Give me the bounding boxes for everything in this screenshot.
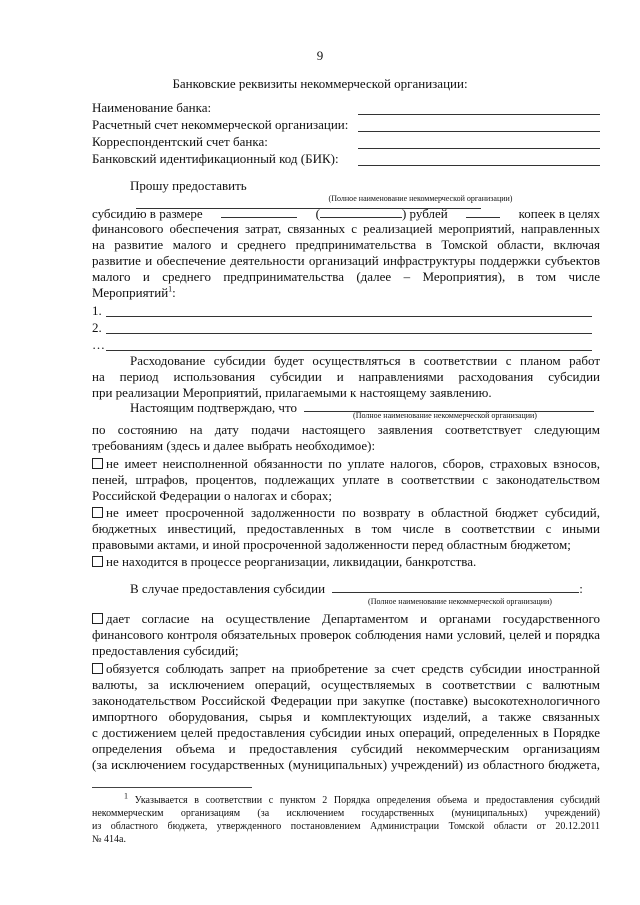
option-no-reorg-text: не находится в процессе реорганизации, ликвидации, банкротства. bbox=[106, 554, 477, 569]
amount-field[interactable] bbox=[221, 204, 297, 218]
spending-text-2: на период использования субсидии и направлениями расходования субсидии bbox=[92, 369, 600, 384]
bank-name-row bbox=[92, 100, 600, 117]
request-text-5 bbox=[92, 285, 600, 302]
option-currency-text-3: законодательством Российской Федерации при закупке (поставке) высокотехнологичного bbox=[92, 693, 600, 708]
option-no-overdue-text-1: не имеет просроченной задолженности по возврату в областной бюджет субсидий, bbox=[106, 505, 600, 520]
event-item-2-number: 2. bbox=[92, 320, 102, 335]
option-currency-line-1[interactable] bbox=[92, 661, 600, 678]
settlement-account-row bbox=[92, 117, 600, 134]
settlement-account-label: Расчетный счет некоммерческой организации: bbox=[92, 117, 349, 132]
request-text-2: на развитие малого и среднего предпринимательства в Томской области, включая bbox=[92, 237, 600, 252]
confirm-text-1: по состоянию на дату подачи настоящего заявления соответствует следующим bbox=[92, 422, 600, 437]
bank-name-field[interactable] bbox=[358, 114, 600, 115]
checkbox-no-reorg[interactable] bbox=[92, 556, 103, 567]
event-item-more-field[interactable] bbox=[106, 350, 592, 351]
grant-case-colon: : bbox=[579, 581, 583, 596]
option-no-tax-debt-line-1[interactable] bbox=[92, 456, 600, 473]
footnote-line-1 bbox=[92, 791, 601, 807]
corr-account-row bbox=[92, 134, 600, 151]
event-item-more bbox=[92, 337, 592, 353]
subsidy-amount-line bbox=[92, 204, 600, 223]
bank-name-label: Наименование банка: bbox=[92, 100, 212, 115]
footnote-mark: 1 bbox=[124, 791, 128, 801]
grant-case-lead-line bbox=[130, 579, 600, 598]
confirm-text-2: требованиям (здесь и далее выбрать необходимое): bbox=[92, 438, 376, 453]
bik-label: Банковский идентификационный код (БИК): bbox=[92, 151, 339, 166]
request-lead: Прошу предоставить bbox=[130, 178, 247, 193]
corr-account-label: Корреспондентский счет банка: bbox=[92, 134, 268, 149]
confirm-lead: Настоящим подтверждаю, что bbox=[130, 400, 297, 415]
option-no-tax-debt-text-3: Российской Федерации о налогах и сборах; bbox=[92, 488, 333, 503]
amount-paren-open: ( bbox=[315, 206, 320, 221]
subsidy-size-label: субсидию в размере bbox=[92, 206, 203, 221]
option-no-tax-debt-text-1: не имеет неисполненной обязанности по уплате налогов, сборов, страховых взносов, bbox=[106, 456, 600, 471]
corr-account-field[interactable] bbox=[358, 148, 600, 149]
kopecks-field[interactable] bbox=[466, 204, 500, 218]
request-text-4: малого и среднего предпринимательства (далее – Мероприятия), в том числе bbox=[92, 269, 600, 284]
event-item-2 bbox=[92, 320, 592, 336]
event-item-2-field[interactable] bbox=[106, 333, 592, 334]
grant-case-org-hint: (Полное наименование некоммерческой организации) bbox=[368, 597, 552, 606]
footnote-line-2: некоммерческим организациям (за исключением государственных (муниципальных) учреждений) bbox=[92, 808, 600, 819]
checkbox-currency-ban[interactable] bbox=[92, 663, 103, 674]
settlement-account-field[interactable] bbox=[358, 131, 600, 132]
events-word: Мероприятий bbox=[92, 285, 169, 300]
spending-text-3: при реализации Мероприятий, прилагаемыми к настоящему заявлению. bbox=[92, 385, 492, 400]
option-currency-text-5: с достижением целей предоставления субсидии иных операций, определенных в Порядке bbox=[92, 725, 600, 740]
option-currency-text-4: импортного оборудования, сырья и комплектующих изделий, а также связанных bbox=[92, 709, 600, 724]
page-title: Банковские реквизиты некоммерческой организации: bbox=[172, 76, 468, 91]
option-no-overdue-line-1[interactable] bbox=[92, 505, 600, 522]
checkbox-no-tax-debt[interactable] bbox=[92, 458, 103, 469]
rubles-label: ) рублей bbox=[401, 206, 448, 221]
option-currency-text-1: обязуется соблюдать запрет на приобретение за счет средств субсидии иностранной bbox=[106, 661, 600, 676]
option-no-reorg[interactable] bbox=[92, 554, 600, 571]
option-consent-text-2: финансового контроля обязательных проверок соблюдения нами условий, целей и порядка bbox=[92, 627, 600, 642]
option-consent-text-1: дает согласие на осуществление Департаментом и органами государственного bbox=[106, 611, 600, 626]
event-item-1-field[interactable] bbox=[106, 316, 592, 317]
option-consent-text-3: предоставления субсидий; bbox=[92, 643, 239, 658]
option-no-overdue-text-2: бюджетных инвестиций, предоставленных в том числе в соответствии с иными bbox=[92, 521, 600, 536]
spending-text-1: Расходование субсидии будет осуществляться в соответствии с планом работ bbox=[130, 353, 600, 368]
footnote-line-3: из областного бюджета, утвержденного постановлением Администрации Томской области от 20.12.2011 bbox=[92, 821, 600, 832]
request-text-1: финансового обеспечения затрат, связанных с реализацией мероприятий, направленных bbox=[92, 221, 600, 236]
bik-field[interactable] bbox=[358, 165, 600, 166]
confirm-org-field[interactable] bbox=[304, 398, 594, 412]
grant-case-org-field[interactable] bbox=[332, 579, 579, 593]
checkbox-consent[interactable] bbox=[92, 613, 103, 624]
grant-case-lead: В случае предоставления субсидии bbox=[130, 581, 326, 596]
bik-row bbox=[92, 151, 600, 168]
footnote-line-4: № 414а. bbox=[92, 834, 126, 845]
option-currency-text-2: валюты, за исключением операций, осуществляемых в соответствии с валютным bbox=[92, 677, 600, 692]
page-number: 9 bbox=[316, 48, 324, 63]
event-item-more-number: … bbox=[92, 337, 105, 352]
confirm-org-hint: (Полное наименование некоммерческой организации) bbox=[353, 411, 537, 420]
checkbox-no-overdue[interactable] bbox=[92, 507, 103, 518]
footnote-separator bbox=[92, 787, 252, 788]
option-currency-text-7: (за исключением государственных (муниципальных) учреждений) из областного бюджета, bbox=[92, 757, 600, 772]
events-colon: : bbox=[172, 285, 176, 300]
event-item-1-number: 1. bbox=[92, 303, 102, 318]
footnote-ref: 1 bbox=[168, 284, 173, 294]
request-text-3: развитие и обеспечение деятельности организаций инфраструктуры поддержки субъектов bbox=[92, 253, 600, 268]
option-currency-text-6: определения объема и предоставления субсидий некоммерческим организациям bbox=[92, 741, 600, 756]
org-name-hint: (Полное наименование некоммерческой организации) bbox=[328, 194, 513, 203]
option-no-overdue-text-3: правовыми актами, и иной просроченной задолженности перед областным бюджетом; bbox=[92, 537, 571, 552]
footnote-text-1: Указывается в соответствии с пунктом 2 Порядка определения объема и предоставления субсидий bbox=[134, 795, 601, 806]
footnote bbox=[92, 791, 601, 846]
amount-words-field[interactable] bbox=[320, 204, 402, 218]
option-consent-line-1[interactable] bbox=[92, 611, 600, 628]
event-item-1 bbox=[92, 303, 592, 319]
option-no-tax-debt-text-2: пеней, штрафов, процентов, подлежащих уплате в соответствии с законодательством bbox=[92, 472, 600, 487]
kopecks-label: копеек в целях bbox=[518, 206, 600, 221]
